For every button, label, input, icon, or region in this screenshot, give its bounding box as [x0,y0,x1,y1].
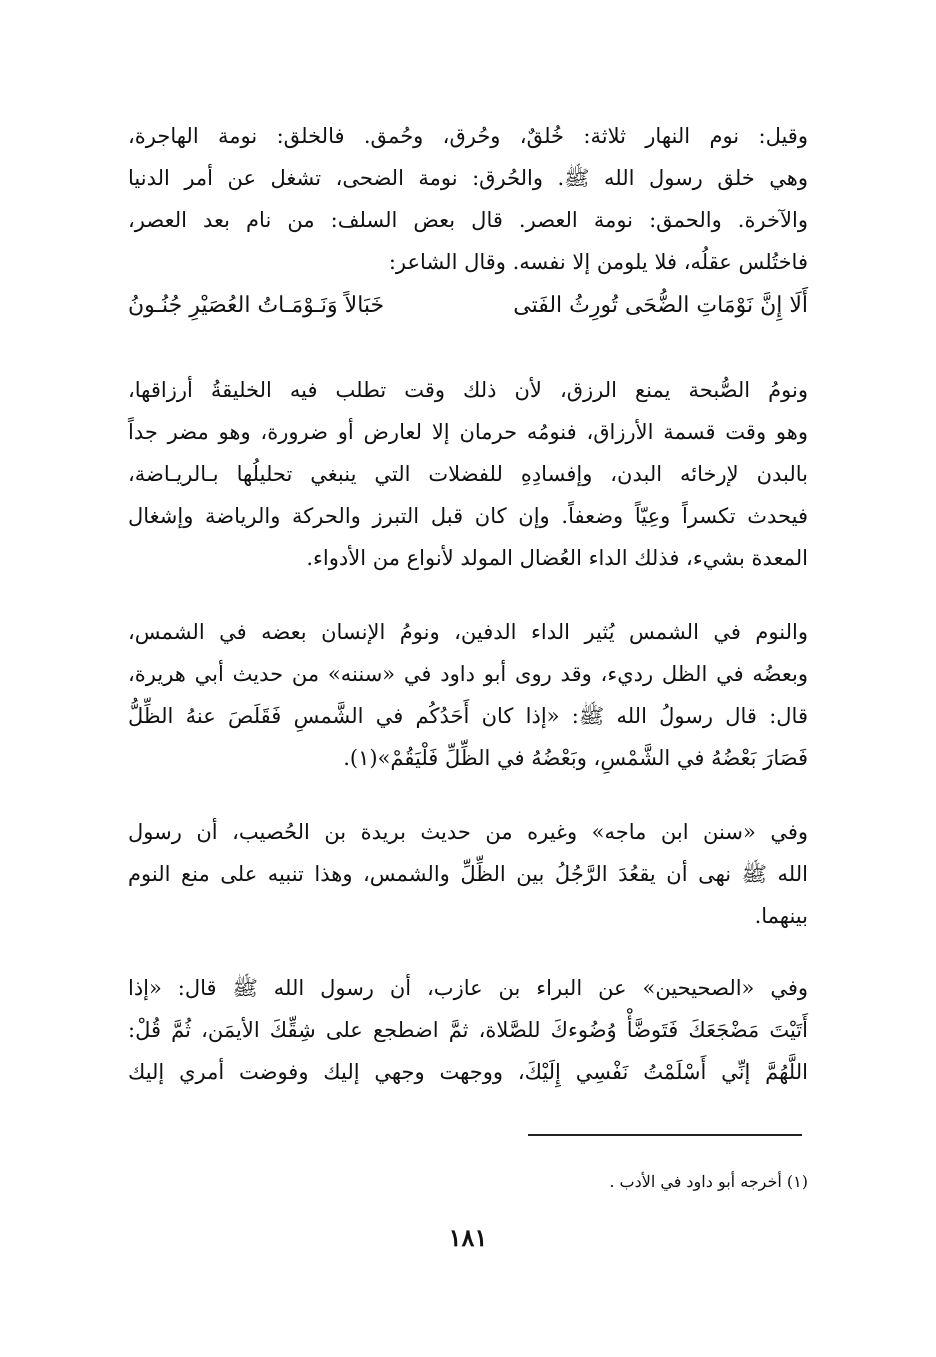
page-number: ١٨١ [448,1223,488,1252]
text-line: وبعضُه في الظل رديء، وقد روى أبو داود في «سننه» من حديث أبي هريرة، [128,662,808,686]
text-line: بينهما. [754,904,808,928]
text-line: أَتَيْتَ مَضْجَعَكَ فَتَوضَّأْ وُضُوءكَ للصَّلاة، ثمَّ اضطجع على شِقِّكَ الأيمَن، ثُمَّ قُلْ: [128,1018,808,1042]
text-line: بالبدن لإرخائه البدن، وإفسادِهِ للفضلات التي ينبغي تحليلُها بـالريـاضة، [128,462,808,486]
text-line: فَصَارَ بَعْضُهُ في الشَّمْسِ، وبَعْضُهُ في الظِّلِّ فَلْيَقُمْ»(١). [343,746,808,770]
text-line: وهو وقت قسمة الأرزاق، فنومُه حرمان إلا لعارض أو ضرورة، وهو مضر جداً [128,420,808,444]
footnote-divider [528,1134,802,1136]
verse-second-hemistich: خَبَالاً وَنَـوْمَـاتُ العُصَيْرِ جُنُـونُ [128,293,385,318]
text-line: والنوم في الشمس يُثير الداء الدفين، ونومُ الإنسان بعضه في الشمس، [128,620,808,644]
verse-first-hemistich: أَلَا إِنَّ نَوْمَاتِ الضُّحَى تُورِثُ الفَتى [513,293,808,318]
text-line: ونومُ الصُّبحة يمنع الرزق، لأن ذلك وقت تطلب فيه الخليقةُ أرزاقها، [128,378,808,402]
text-line: وفي «سنن ابن ماجه» وغيره من حديث بريدة بن الحُصيب، أن رسول [128,820,808,844]
text-line: وقيل: نوم النهار ثلاثة: خُلقٌ، وحُرق، وحُمق. فالخلق: نومة الهاجرة، [128,124,808,148]
text-line: فيحدث تكسراً وعِيّاً وضعفاً. وإن كان قبل التبرز والحركة والرياضة وإشغال [128,504,808,528]
text-line: وهي خلق رسول الله ﷺ. والحُرق: نومة الضحى، تشغل عن أمر الدنيا [128,166,808,190]
text-line: والآخرة. والحمق: نومة العصر. قال بعض السلف: من نام بعد العصر، [128,208,808,232]
text-line: وفي «الصحيحين» عن البراء بن عازب، أن رسول الله ﷺ قال: «إذا [128,976,808,1000]
text-line: فاختُلس عقلُه، فلا يلومن إلا نفسه. وقال الشاعر: [388,250,808,274]
footnote: (١) أخرجه أبو داود في الأدب . [609,1172,808,1191]
text-line: اللَّهُمَّ إنِّي أَسْلَمْتُ نَفْسِي إِلَيْكَ، ووجهت وجهي إليك وفوضت أمري إليك [128,1060,808,1084]
text-line: قال: قال رسولُ الله ﷺ: «إذا كان أَحَدُكُم في الشَّمسِ فَقَلَصَ عنهُ الظِّلُّ [128,704,808,728]
text-line: الله ﷺ نهى أن يقعُدَ الرَّجُلُ بين الظِّلِّ والشمس، وهذا تنبيه على منع النوم [128,862,808,886]
text-line: المعدة بشيء، فذلك الداء العُضال المولد لأنواع من الأدواء. [306,546,808,570]
